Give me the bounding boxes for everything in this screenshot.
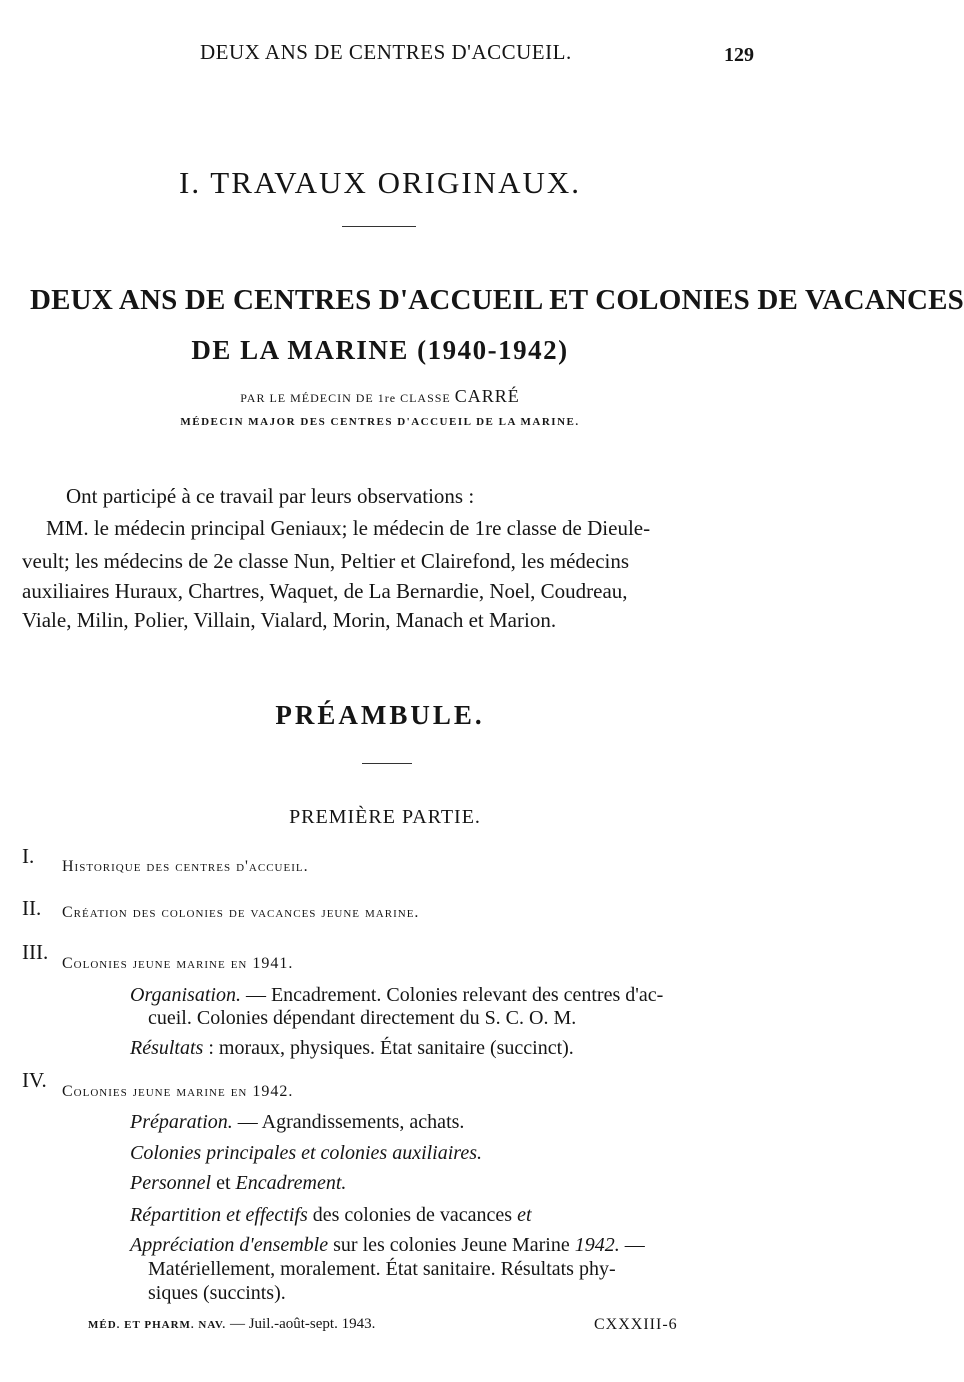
toc-s4-preparation: Préparation. bbox=[130, 1111, 233, 1133]
toc-s4-line5-text: sur les colonies Jeune Marine bbox=[328, 1234, 575, 1256]
toc-s4-line1-text: — Agrandissements, achats. bbox=[232, 1111, 465, 1133]
toc-s4-line3-et: et bbox=[211, 1172, 236, 1194]
preamble-divider bbox=[362, 763, 412, 764]
toc-section-1-title: Historique des centres d'accueil. bbox=[62, 858, 309, 875]
toc-section-2-number: II. bbox=[22, 896, 42, 920]
page-number: 129 bbox=[724, 44, 754, 66]
toc-section-3-title: Colonies jeune marine en 1941. bbox=[62, 955, 294, 972]
toc-s4-dash: — bbox=[619, 1234, 645, 1256]
toc-section-4-line5 bbox=[130, 1234, 645, 1257]
toc-section-4-line6: Matériellement, moralement. État sanitaire. Résultats phy- bbox=[148, 1258, 616, 1280]
article-title-line1: DEUX ANS DE CENTRES D'ACCUEIL ET COLONIES DE VACANCES bbox=[30, 284, 964, 316]
toc-section-4-line2: Colonies principales et colonies auxiliaires. bbox=[130, 1142, 482, 1164]
preamble-title: PRÉAMBULE. bbox=[275, 700, 485, 730]
toc-s3-resultats: Résultats bbox=[130, 1037, 204, 1059]
toc-section-3-line1 bbox=[130, 984, 663, 1007]
author-line bbox=[0, 386, 760, 407]
toc-section-4-title: Colonies jeune marine en 1942. bbox=[62, 1083, 294, 1100]
contributors-intro: Ont participé à ce travail par leurs observations : bbox=[66, 484, 475, 508]
footer-journal bbox=[88, 1316, 375, 1333]
footer-journal-name: MÉD. ET PHARM. NAV. bbox=[88, 1319, 227, 1331]
toc-section-4-line3 bbox=[130, 1172, 346, 1195]
author-prefix: PAR LE MÉDECIN DE 1re CLASSE bbox=[240, 391, 451, 405]
footer-date: — Juil.-août-sept. 1943. bbox=[226, 1316, 376, 1332]
toc-s4-personnel: Personnel bbox=[130, 1172, 212, 1194]
toc-section-4-line4 bbox=[130, 1204, 532, 1227]
toc-s3-organisation: Organisation. bbox=[130, 984, 241, 1006]
footer-volume: CXXXIII-6 bbox=[594, 1316, 678, 1333]
toc-s4-line4-et: et bbox=[517, 1204, 532, 1226]
toc-section-3-line3 bbox=[130, 1037, 574, 1060]
toc-section-4-number: IV. bbox=[22, 1068, 47, 1092]
running-head: DEUX ANS DE CENTRES D'ACCUEIL. bbox=[200, 40, 572, 64]
toc-s4-year: 1942. bbox=[574, 1234, 620, 1256]
toc-section-1-number: I. bbox=[22, 844, 35, 868]
article-title-line2: DE LA MARINE (1940-1942) bbox=[191, 335, 569, 365]
author-name: CARRÉ bbox=[454, 386, 520, 406]
contributors-line3: auxiliaires Huraux, Chartres, Waquet, de La Bernardie, Noel, Coudreau, bbox=[22, 579, 628, 603]
toc-section-4-line1 bbox=[130, 1111, 464, 1134]
section-divider bbox=[342, 226, 416, 227]
toc-section-3-number: III. bbox=[22, 940, 49, 964]
toc-section-3-line2: cueil. Colonies dépendant directement du S. C. O. M. bbox=[148, 1007, 577, 1029]
toc-s4-encadrement: Encadrement. bbox=[235, 1172, 347, 1194]
toc-s3-line1-text: — Encadrement. Colonies relevant des centres d'ac- bbox=[240, 984, 664, 1006]
toc-s3-line3-text: : moraux, physiques. État sanitaire (succinct). bbox=[203, 1037, 574, 1059]
toc-s4-appreciation: Appréciation d'ensemble bbox=[130, 1234, 329, 1256]
toc-s4-repartition: Répartition et effectifs bbox=[130, 1204, 308, 1226]
part-title: PREMIÈRE PARTIE. bbox=[289, 806, 481, 828]
toc-section-2-title: Création des colonies de vacances jeune marine. bbox=[62, 904, 420, 921]
author-role: MÉDECIN MAJOR DES CENTRES D'ACCUEIL DE LA MARINE. bbox=[180, 416, 580, 428]
toc-section-4-line7: siques (succints). bbox=[148, 1282, 286, 1304]
toc-s4-line4-text: des colonies de vacances bbox=[307, 1204, 518, 1226]
contributors-line1: MM. le médecin principal Geniaux; le médecin de 1re classe de Dieule- bbox=[46, 516, 651, 540]
section-title: I. TRAVAUX ORIGINAUX. bbox=[179, 165, 581, 200]
contributors-line4: Viale, Milin, Polier, Villain, Vialard, Morin, Manach et Marion. bbox=[22, 608, 557, 632]
contributors-line2: veult; les médecins de 2e classe Nun, Peltier et Clairefond, les médecins bbox=[22, 549, 630, 573]
